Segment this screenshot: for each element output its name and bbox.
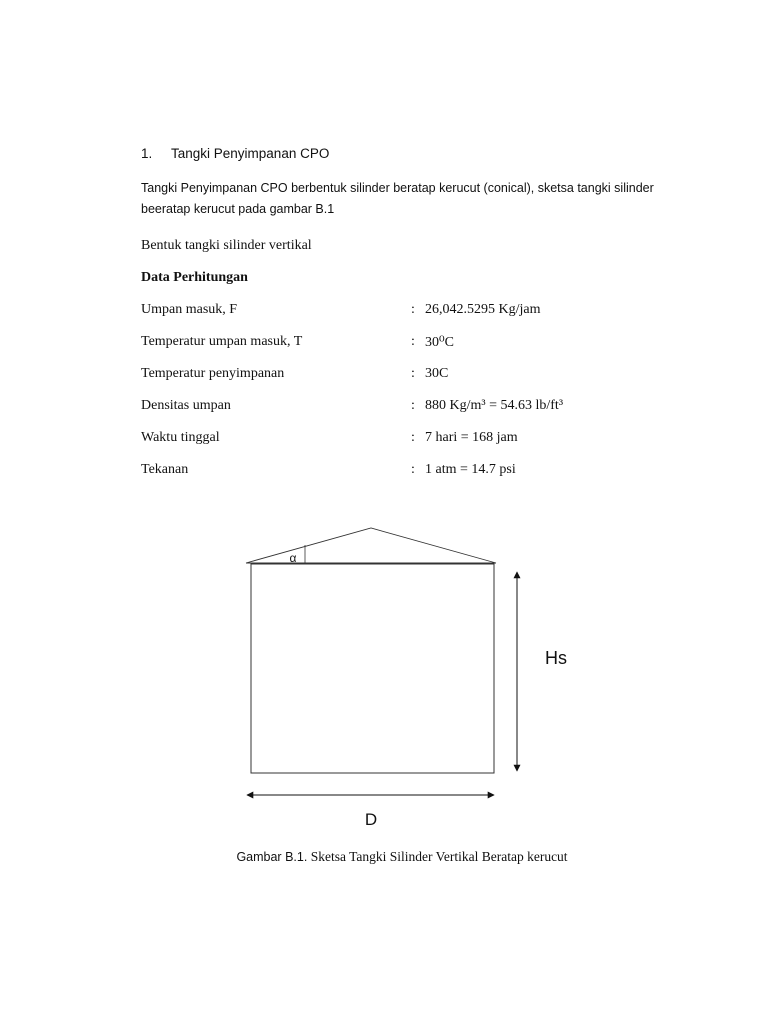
data-colon: : — [411, 398, 415, 413]
conical-roof — [246, 528, 496, 563]
data-value: 7 hari = 168 jam — [425, 430, 518, 445]
data-row-pressure — [141, 462, 701, 480]
data-label: Temperatur umpan masuk, T — [141, 334, 303, 349]
data-value: 1 atm = 14.7 psi — [425, 462, 516, 477]
data-heading: Data Perhitungan — [141, 270, 248, 285]
caption-label: Gambar B.1. — [236, 850, 308, 864]
data-label: Temperatur penyimpanan — [141, 366, 285, 381]
data-row-density — [141, 398, 701, 416]
height-label: Hs — [545, 648, 567, 668]
data-value: 30C — [425, 366, 449, 381]
data-colon: : — [411, 334, 415, 349]
data-value: 30⁰C — [425, 335, 454, 350]
data-row-residence-time — [141, 430, 701, 448]
data-row-storage-temperature — [141, 366, 701, 384]
section-title: Tangki Penyimpanan CPO — [171, 146, 330, 161]
section-heading — [141, 146, 329, 161]
data-label: Densitas umpan — [141, 398, 231, 413]
data-colon: : — [411, 430, 415, 445]
data-colon: : — [411, 302, 415, 317]
cylinder-body — [251, 564, 494, 773]
data-label: Umpan masuk, F — [141, 302, 238, 317]
data-value: 880 Kg/m³ = 54.63 lb/ft³ — [425, 398, 564, 413]
caption-text: Sketsa Tangki Silinder Vertikal Beratap kerucut — [307, 849, 568, 864]
intro-paragraph — [141, 178, 681, 220]
diameter-label: D — [364, 810, 378, 829]
data-colon: : — [411, 366, 415, 381]
data-colon: : — [411, 462, 415, 477]
intro-line-1: Tangki Penyimpanan CPO berbentuk silinder beratap kerucut (conical), sketsa tangki silinder — [141, 181, 654, 195]
data-label: Waktu tinggal — [141, 430, 220, 445]
data-row-feed — [141, 302, 701, 320]
data-value: 26,042.5295 Kg/jam — [425, 302, 541, 317]
section-number: 1. — [141, 146, 153, 161]
data-row-feed-temperature — [141, 334, 701, 352]
figure-caption — [0, 849, 768, 865]
shape-note: Bentuk tangki silinder vertikal — [141, 238, 312, 253]
data-label: Tekanan — [141, 462, 189, 477]
intro-line-2: beeratap kerucut pada gambar B.1 — [141, 202, 335, 216]
angle-label: α — [289, 551, 297, 565]
